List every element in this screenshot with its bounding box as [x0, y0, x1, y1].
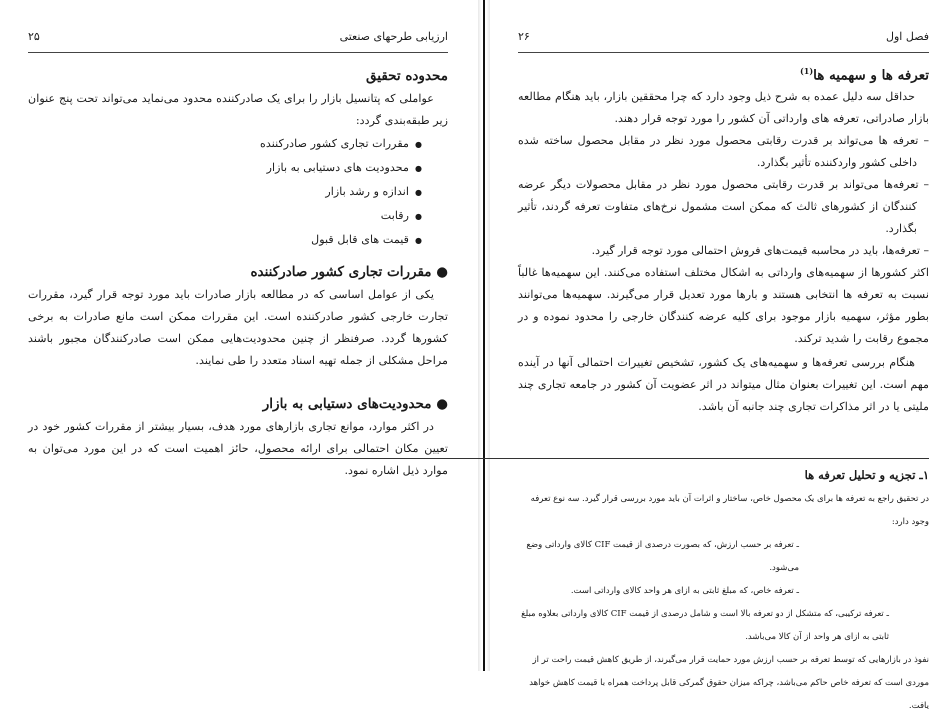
- bullet-list: [260, 132, 422, 252]
- bullet-item: ● محدودیت های دستیابی به بازار: [260, 156, 422, 180]
- dash-item: – تعرفه‌ها، باید در محاسبه قیمت‌های فروش احتمالی مورد توجه قرار گیرد.: [591, 244, 929, 257]
- bullet-item: ● قیمت های قابل قبول: [260, 228, 422, 252]
- page-number: ۲۶: [518, 30, 530, 43]
- footnote-area: [492, 0, 943, 711]
- heading-bullet-icon: ●: [436, 396, 448, 412]
- footnote-closing: نفوذ در بازارهایی که توسط تعرفه بر حسب ارزش مورد حمایت قرار می‌گیرند، از طریق کاهش قیمت راحت تر از موردی است که تعرفه خاص حاکم می‌باشد، چراکه میزان حقوق گمرکی قابل پرداخت همراه با قیمت کاهش خواهد یافت.: [529, 655, 929, 711]
- dash-item: – تعرفه ها می‌تواند بر قدرت رقابتی محصول مورد نظر در مقابل محصول ساخته شده داخلی کشور واردکننده تأثیر بگذارد.: [518, 134, 929, 169]
- left-page: [0, 0, 476, 671]
- section-paragraph: در اکثر موارد، موانع تجاری بازارهای مورد هدف، بسیار بیشتر از مقررات کشور خود در تعیین مکان احتمالی برای ارائه محصول، حائز اهمیت است که در این مورد می‌توان به موارد ذیل اشاره نمود.: [28, 420, 448, 477]
- footnote-item: ـ تعرفه ترکیبی، که متشکل از دو تعرفه بالا است و شامل درصدی از قیمت CIF کالای وارداتی بعلاوه مبلغ ثابتی به ازای هر واحد از آن کالا می‌باشد.: [521, 609, 889, 642]
- footnote-intro: در تحقیق راجع به تعرفه ها برای یک محصول خاص، ساختار و اثرات آن باید مورد بررسی قرار گیرد. سه نوع تعرفه وجود دارد:: [530, 494, 929, 527]
- footnote-marker: (1): [799, 66, 814, 76]
- bullet-item: ● مقررات تجاری کشور صادرکننده: [260, 132, 422, 156]
- book-spine: [478, 0, 490, 671]
- changes-paragraph: هنگام بررسی تعرفه‌ها و سهمیه‌های یک کشور، تشخیص تغییرات احتمالی آنها در آینده مهم است. این تغییرات بعنوان مثال میتواند در اثر عضویت آن کشور در جامعه تجاری چند ملیتی یا در اثر مذاکرات تجاری چند جانبه آن باشد.: [518, 356, 929, 413]
- footnote-item: ـ تعرفه خاص، که مبلغ ثابتی به ازای هر واحد کالای وارداتی است.: [570, 586, 799, 596]
- heading-bullet-icon: ●: [436, 264, 448, 280]
- bullet-item: ● رقابت: [260, 204, 422, 228]
- running-header: [28, 30, 448, 48]
- header-title: ارزیابی طرحهای صنعتی: [339, 30, 448, 43]
- header-rule: [28, 52, 448, 53]
- section-heading: تعرفه ها و سهمیه ها$^{(1)}$: [799, 66, 929, 84]
- footnote-title: ۱ـ تجزیه و تحلیل تعرفه ها: [804, 468, 929, 482]
- section-paragraph: عواملی که پتانسیل بازار را برای یک صادرکننده محدود می‌نماید می‌تواند تحت پنج عنوان زیر طبقه‌بندی گردد:: [28, 92, 448, 127]
- bullet-item: ● اندازه و رشد بازار: [260, 180, 422, 204]
- section-heading: ● محدودیت‌های دستیابی به بازار: [262, 396, 448, 412]
- section-heading: ● مقررات تجاری کشور صادرکننده: [250, 264, 448, 280]
- dash-item: – تعرفه‌ها می‌تواند بر قدرت رقابتی محصول مورد نظر در مقابل محصولات دیگر عرضه کنندگان از کشورهای ثالث که ممکن است مشمول نرخ‌های متفاوت تعرفه گردند، تأثیر بگذارد.: [518, 178, 929, 235]
- section-paragraph: یکی از عوامل اساسی که در مطالعه بازار صادرات باید مورد توجه قرار گیرد، مقررات تجارت خارجی کشور صادرکننده است. این مقررات ممکن است مانع صادرات به برخی کشورها گردد. صرفنظر از چنین محدودیت‌هایی ممکن است صادرکنندگان مجبور باشند مراحل مشکلی از جمله تهیه اسناد متعدد را طی نمایند.: [28, 288, 448, 367]
- page-number: ۲۵: [28, 30, 40, 43]
- footnote-item: ـ تعرفه بر حسب ارزش، که بصورت درصدی از قیمت CIF کالای وارداتی وضع می‌شود.: [526, 540, 799, 573]
- footnote-body: [518, 488, 929, 718]
- section-heading: محدوده تحقیق: [366, 68, 448, 84]
- header-title: فصل اول: [886, 30, 929, 43]
- quota-paragraph: اکثر کشورها از سهمیه‌های وارداتی به اشکال مختلف استفاده می‌کنند. این سهمیه‌ها غالباً نسبت به تعرفه ها انتخابی هستند و بارها مورد تعدیل قرار می‌گیرند. سهمیه‌ها می‌توانند بطور مؤثر، سهمیه بازار موجود برای کلیه عرضه کنندگان خارجی را محدود نموده و در مجموع رقابت را شدید ترکند.: [518, 266, 929, 345]
- intro-paragraph: حداقل سه دلیل عمده به شرح ذیل وجود دارد که چرا محققین بازار، باید هنگام مطالعه بازار صادراتی، تعرفه های وارداتی آن کشور را مورد توجه قرار دهند.: [518, 90, 929, 125]
